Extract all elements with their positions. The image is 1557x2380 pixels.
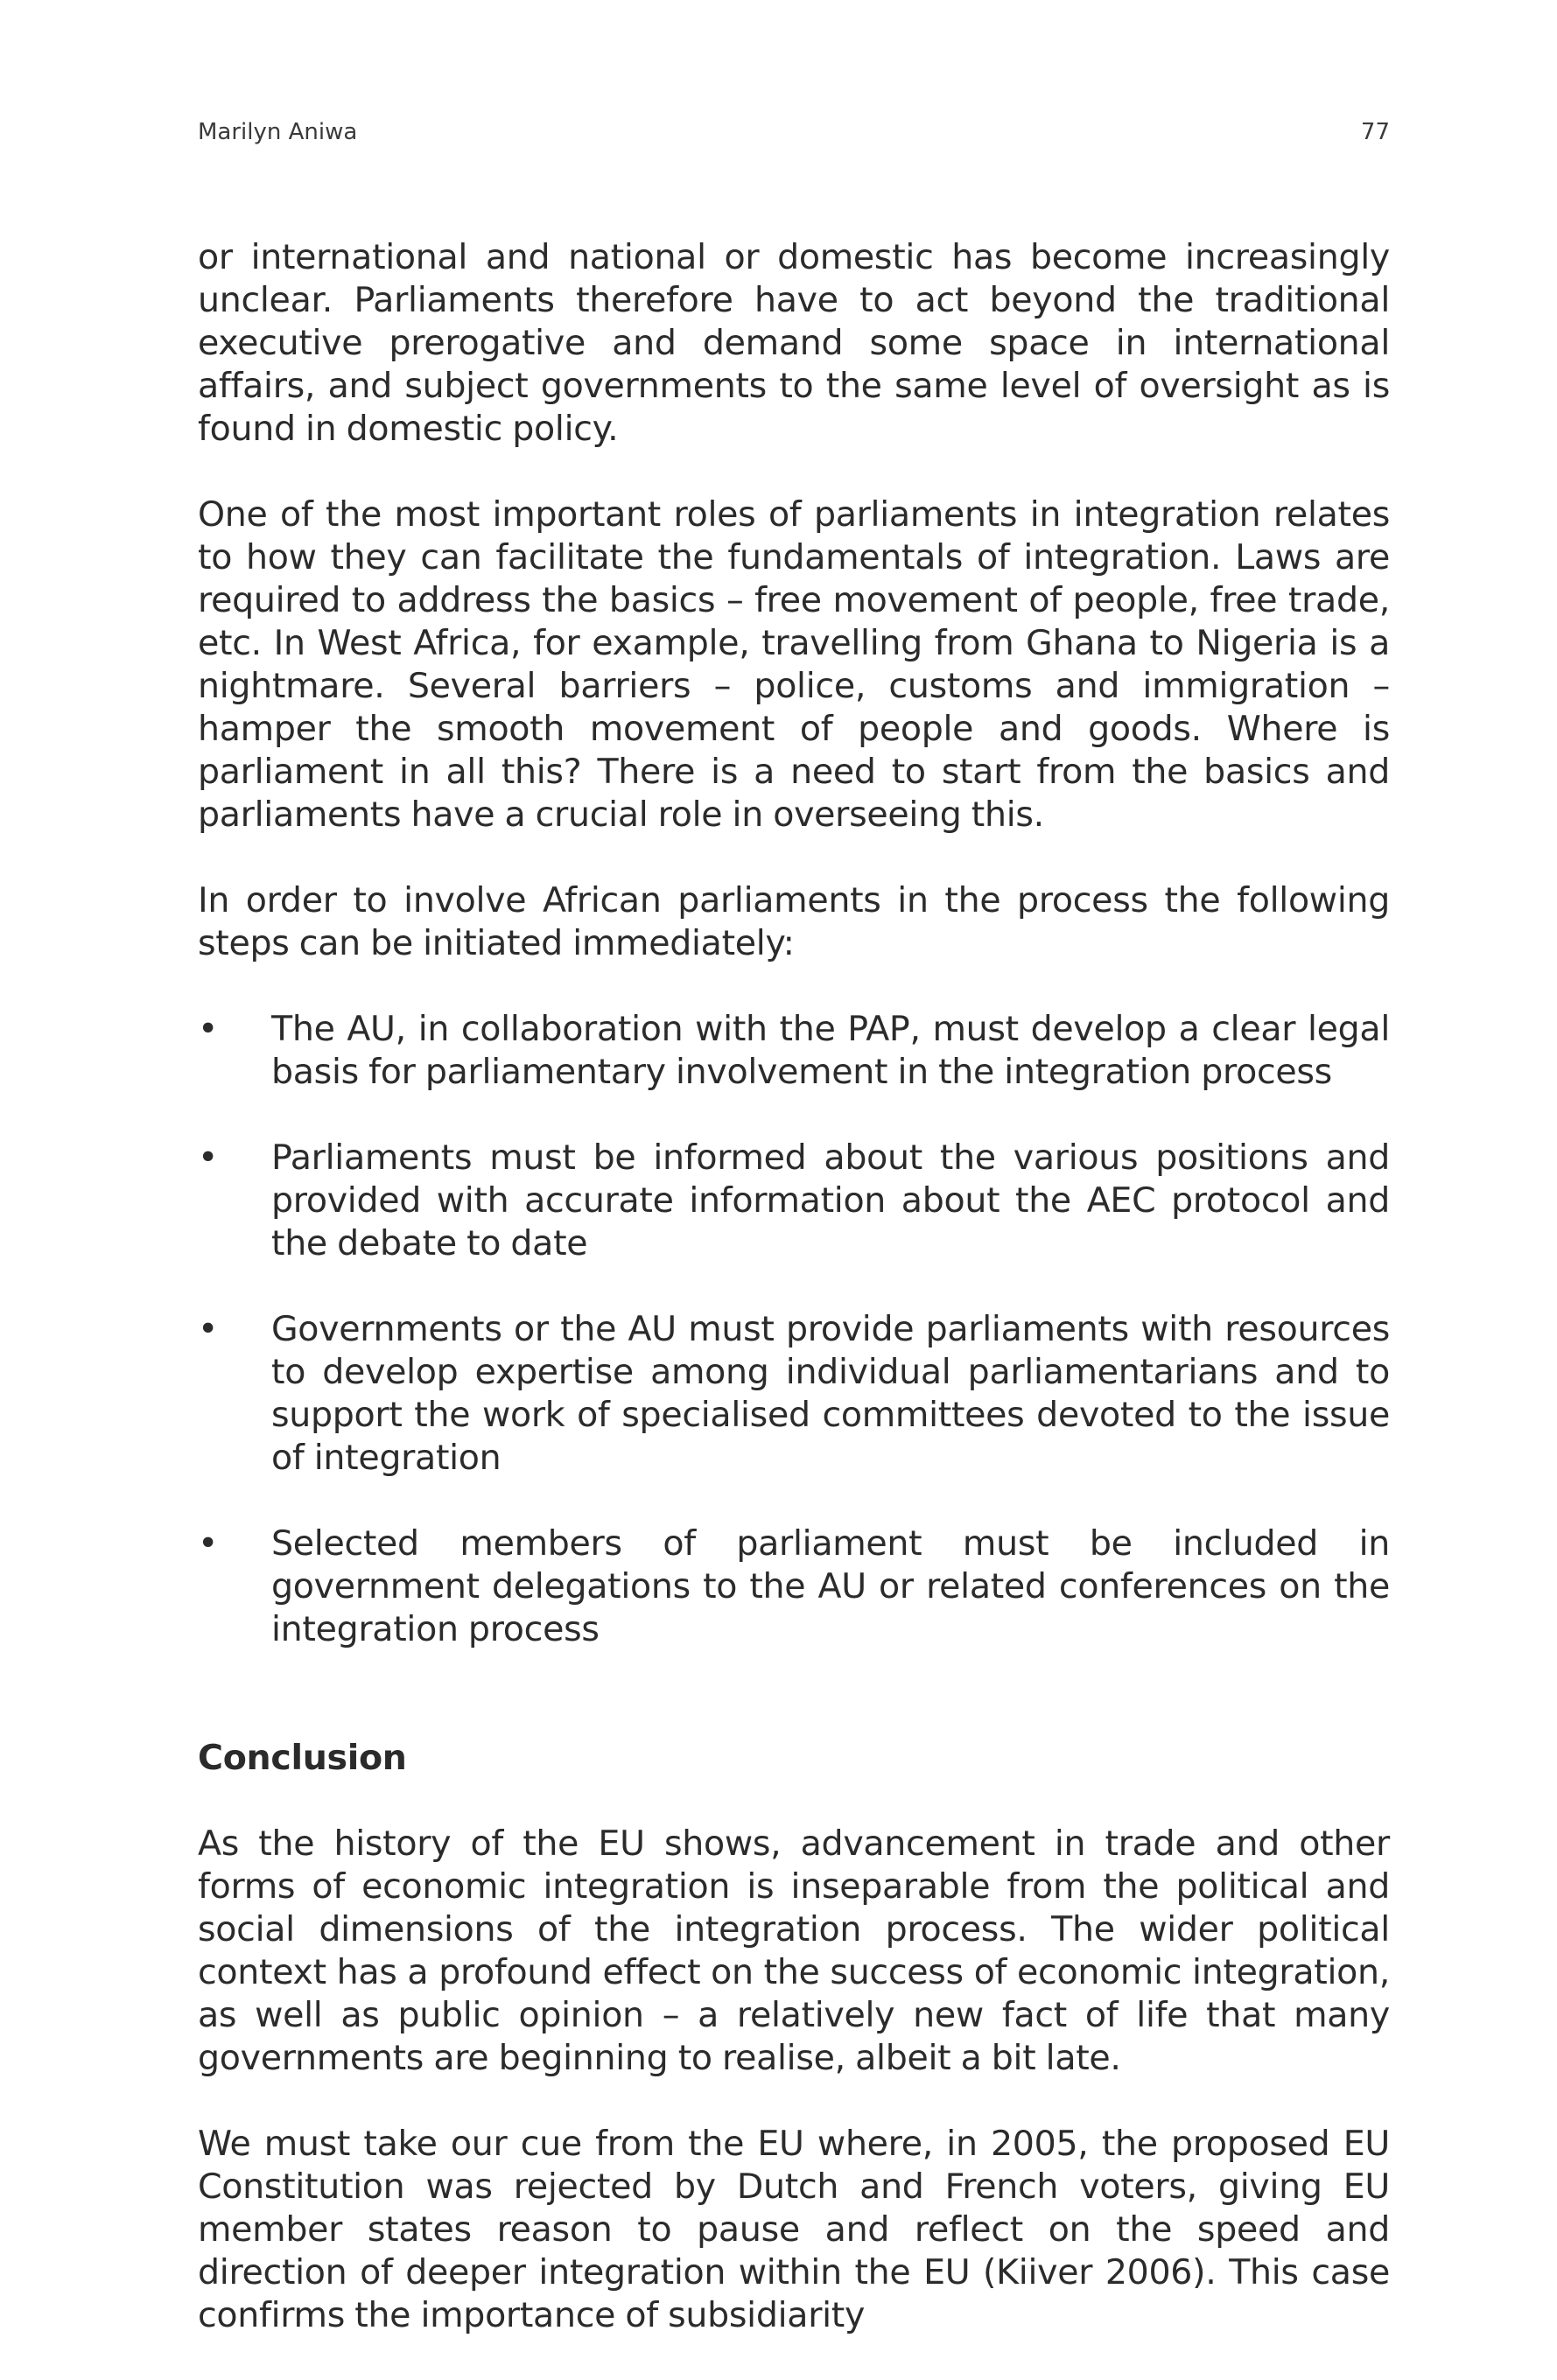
- list-item: [198, 1008, 1390, 1094]
- bullet-icon: •: [198, 1009, 218, 1049]
- page-number: 77: [1360, 119, 1390, 145]
- section-heading-conclusion: Conclusion: [198, 1738, 407, 1778]
- paragraph-steps-intro: In order to involve African parliaments in the process the following steps can be initiated immediately:: [198, 880, 1390, 963]
- list-item-text: The AU, in collaboration with the PAP, must develop a clear legal basis for parliamentary involvement in the integration process: [271, 1009, 1390, 1092]
- bullet-icon: •: [198, 1138, 218, 1178]
- header-author: Marilyn Aniwa: [198, 119, 358, 145]
- steps-bullet-list: [198, 1008, 1390, 1651]
- list-item: [198, 1308, 1390, 1480]
- list-item: [198, 1522, 1390, 1651]
- paragraph-parliament-roles: One of the most important roles of parliaments in integration relates to how they can facilitate the fundamentals of integration. Laws are required to address the basics – free movement of people, free trade, etc. In West Africa, for example, travelling from Ghana to Nigeria is a nightmare. Several barriers – police, customs and immigration – hamper the smooth movement of people and goods. Where is parliament in all this? There is a need to start from the basics and parliaments have a crucial role in overseeing this.: [198, 494, 1390, 835]
- list-item-text: Selected members of parliament must be included in government delegations to the AU or related conferences on the integration process: [271, 1523, 1390, 1649]
- paragraph-conclusion-history: As the history of the EU shows, advancement in trade and other forms of economic integration is inseparable from the political and social dimensions of the integration process. The wider political context has a profound effect on the success of economic integration, as well as public opinion – a relatively new fact of life that many governments are beginning to realise, albeit a bit late.: [198, 1824, 1390, 2078]
- list-item: [198, 1137, 1390, 1265]
- bullet-icon: •: [198, 1309, 218, 1349]
- paragraph-conclusion-cue: We must take our cue from the EU where, in 2005, the proposed EU Constitution was rejected by Dutch and French voters, giving EU member states reason to pause and reflect on the speed and direction of deeper integration within the EU (Kiiver 2006). This case confirms the importance of subsidiarity: [198, 2124, 1390, 2335]
- body-text: [198, 236, 1390, 2380]
- paragraph-continuation: or international and national or domestic has become increasingly unclear. Parliaments therefore have to act beyond the traditional executive prerogative and demand some space in international affairs, and subject governments to the same level of oversight as is found in domestic policy.: [198, 237, 1390, 449]
- bullet-icon: •: [198, 1523, 218, 1564]
- running-header: [198, 119, 1390, 154]
- list-item-text: Parliaments must be informed about the various positions and provided with accurate information about the AEC protocol and the debate to date: [271, 1138, 1390, 1264]
- list-item-text: Governments or the AU must provide parliaments with resources to develop expertise among individual parliamentarians and to support the work of specialised committees devoted to the issue of integration: [271, 1309, 1390, 1478]
